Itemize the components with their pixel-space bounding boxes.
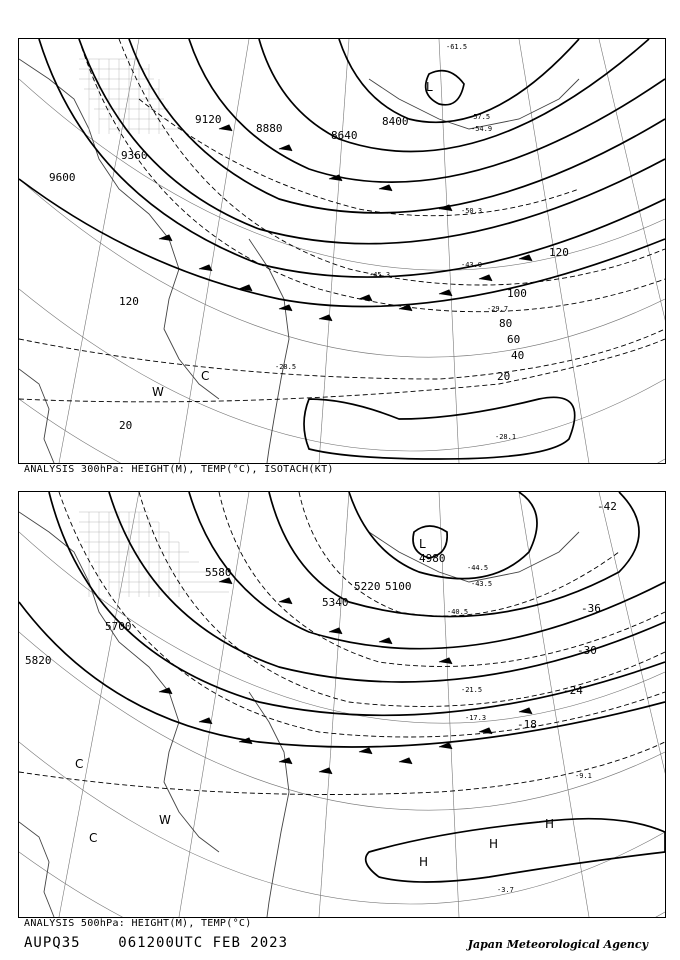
isotach-label: 120	[549, 246, 569, 259]
temp-label: -24	[563, 684, 583, 697]
temp-label: -30	[577, 644, 597, 657]
chart-caption-300hpa: ANALYSIS 300hPa: HEIGHT(M), TEMP(°C), ISOTACH(KT)	[24, 464, 334, 475]
station-temp: -44.5	[467, 564, 489, 572]
graticule	[19, 492, 665, 917]
height-label: 5100	[385, 580, 412, 593]
wind-barbs	[159, 125, 532, 321]
station-temp: -54.9	[471, 125, 493, 133]
station-temp: -57.5	[469, 113, 491, 121]
station-temp: -3.7	[497, 886, 514, 894]
station-temp: -21.5	[461, 686, 483, 694]
map-300hpa-canvas	[19, 39, 665, 463]
low-center-marker: L	[419, 537, 426, 551]
temp-label: -18	[517, 718, 537, 731]
station-temp: -9.1	[575, 772, 592, 780]
height-label: 5340	[322, 596, 349, 609]
height-label: 8880	[256, 122, 283, 135]
station-temp: -50.3	[461, 207, 483, 215]
height-label: 8400	[382, 115, 409, 128]
height-label: 5700	[105, 620, 132, 633]
high-center-marker: H	[489, 837, 499, 851]
station-temp: -28.5	[275, 363, 297, 371]
height-label: 9600	[49, 171, 76, 184]
agency-credit: Japan Meteorological Agency	[467, 938, 648, 951]
warm-center-marker: W	[159, 813, 171, 827]
height-label: 9120	[195, 113, 222, 126]
isotach-label: 120	[119, 295, 139, 308]
height-label: 5580	[205, 566, 232, 579]
isotach-label: 40	[511, 349, 525, 362]
height-label: 8640	[331, 129, 358, 142]
temp-label: -42	[597, 500, 617, 513]
cold-center-marker: C	[89, 831, 98, 845]
temperature-contours	[19, 492, 665, 795]
height-label: 9360	[121, 149, 148, 162]
map-panel-500hpa	[18, 491, 666, 918]
chart-caption-500hpa: ANALYSIS 500hPa: HEIGHT(M), TEMP(°C)	[24, 918, 252, 929]
cold-center-marker: C	[201, 369, 210, 383]
terrain-hatching	[79, 512, 229, 597]
height-label: 4980	[419, 552, 446, 565]
isotach-contours	[19, 39, 665, 402]
map-500hpa-canvas	[19, 492, 665, 917]
station-temp: -28.1	[495, 433, 517, 441]
cold-center-marker: C	[75, 757, 84, 771]
terrain-hatching	[79, 59, 179, 134]
height-label: 5820	[25, 654, 52, 667]
isotach-label: 20	[119, 419, 133, 432]
map-panel-300hpa	[18, 38, 666, 464]
chart-id: AUPQ35	[24, 935, 81, 951]
low-center-marker: L	[426, 80, 433, 94]
station-temp: -29.7	[487, 305, 509, 313]
station-temp: -45.3	[369, 271, 391, 279]
station-temp: -43.5	[471, 580, 493, 588]
station-temp: -43.9	[461, 261, 483, 269]
station-temp: -40.5	[447, 608, 469, 616]
isotach-label: 100	[507, 287, 527, 300]
station-temp: -17.3	[465, 714, 487, 722]
isotach-label: 80	[499, 317, 513, 330]
valid-time: 061200UTC FEB 2023	[118, 935, 289, 951]
high-center-marker: H	[545, 817, 555, 831]
isotach-label: 60	[507, 333, 521, 346]
isotach-label: 20	[497, 370, 511, 383]
height-label: 5220	[354, 580, 381, 593]
warm-center-marker: W	[152, 385, 164, 399]
chart-id-and-valid-time	[24, 935, 288, 951]
temp-label: -36	[581, 602, 601, 615]
station-temp: -61.5	[446, 43, 468, 51]
high-center-marker: H	[419, 855, 429, 869]
